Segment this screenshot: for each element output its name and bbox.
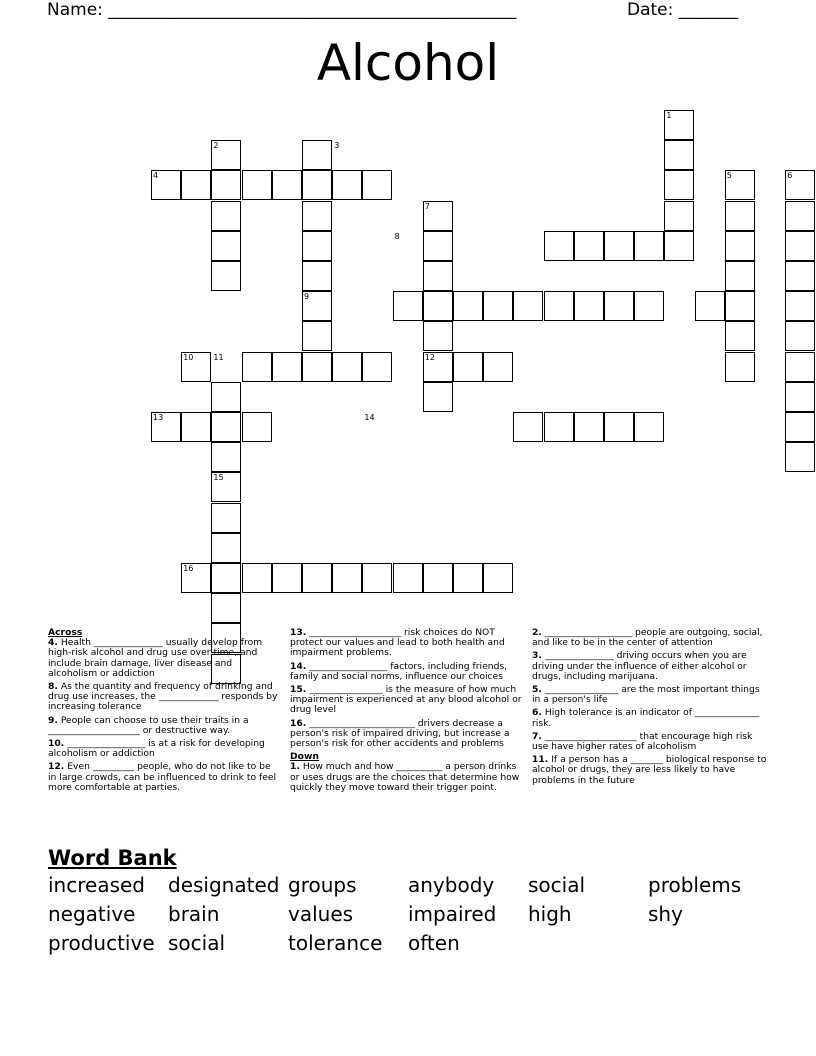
- clue-number: 6: [787, 171, 793, 181]
- clue-down-3: 3. _______________ driving occurs when you are driving under the influence of either alcohol or drugs, including marijuana.: [532, 650, 747, 682]
- word-bank-item: impaired: [408, 902, 497, 926]
- grid-cell[interactable]: [785, 412, 815, 442]
- grid-cell[interactable]: [453, 563, 483, 593]
- grid-cell[interactable]: [362, 170, 392, 200]
- grid-cell[interactable]: [242, 170, 272, 200]
- clue-number: 2: [213, 141, 219, 151]
- clue-number: 7: [424, 201, 430, 211]
- grid-cell[interactable]: [423, 261, 453, 291]
- grid-cell[interactable]: [544, 412, 574, 442]
- date-field[interactable]: Date: _______: [627, 0, 739, 20]
- grid-cell[interactable]: [423, 291, 453, 321]
- grid-cell[interactable]: [211, 261, 241, 291]
- clue-number: 15: [213, 473, 224, 483]
- grid-cell[interactable]: [211, 593, 241, 623]
- grid-cell[interactable]: [574, 231, 604, 261]
- grid-cell[interactable]: [181, 170, 211, 200]
- grid-cell[interactable]: [544, 231, 574, 261]
- grid-cell[interactable]: [695, 291, 725, 321]
- grid-cell[interactable]: [272, 563, 302, 593]
- grid-cell[interactable]: [664, 140, 694, 170]
- grid-cell[interactable]: [211, 563, 241, 593]
- grid-cell[interactable]: [211, 382, 241, 412]
- word-bank-item: brain: [168, 902, 220, 926]
- word-bank-item: designated: [168, 873, 280, 897]
- grid-cell[interactable]: [302, 321, 332, 351]
- clue-down-5: 5. ________________ are the most important things in a person's life: [532, 684, 760, 706]
- grid-cell[interactable]: [393, 291, 423, 321]
- clue-across-15: 15. ________________ is the measure of how much impairment is experienced at any blood alcohol or drug level: [290, 684, 522, 716]
- grid-cell[interactable]: [211, 170, 241, 200]
- grid-cell[interactable]: [423, 563, 453, 593]
- grid-cell[interactable]: [513, 291, 543, 321]
- clue-across-4: 4. Health _______________ usually develop from high-risk alcohol and drug use over time, and include brain damage, liver disease and alcoholism or addiction: [48, 637, 263, 679]
- clue-number: 4: [153, 171, 159, 181]
- across-header: Across: [48, 627, 83, 638]
- word-bank-item: social: [168, 931, 226, 955]
- word-bank-item: groups: [288, 873, 357, 897]
- grid-cell[interactable]: [211, 503, 241, 533]
- grid-cell[interactable]: [332, 170, 362, 200]
- clue-across-16: 16. _______________________ drivers decrease a person's risk of impaired driving, but increase a person's risk for other accidents and problems: [290, 717, 510, 750]
- clue-number: 10: [183, 352, 194, 362]
- grid-cell[interactable]: [242, 352, 272, 382]
- grid-cell[interactable]: [302, 140, 332, 170]
- clue-down-2: 2. ___________________ people are outgoing, social, and like to be in the center of attention: [532, 627, 763, 649]
- clue-down-11: 11. If a person has a _______ biological response to alcohol or drugs, they are less likely to have problems in the future: [532, 754, 767, 786]
- grid-cell[interactable]: [181, 412, 211, 442]
- grid-cell[interactable]: [664, 201, 694, 231]
- clue-down-7: 7. ____________________ that encourage high risk use have higher rates of alcoholism: [532, 730, 753, 753]
- grid-cell[interactable]: [423, 321, 453, 351]
- word-bank-title: Word Bank: [48, 846, 177, 870]
- clues-column-2: [290, 628, 522, 796]
- word-bank-item: social: [528, 873, 586, 897]
- grid-cell[interactable]: [423, 231, 453, 261]
- clues-column-1: [48, 628, 280, 796]
- grid-cell[interactable]: [211, 231, 241, 261]
- down-header: Down: [290, 751, 319, 763]
- grid-cell[interactable]: [785, 231, 815, 261]
- grid-cell[interactable]: [302, 170, 332, 200]
- clue-number: 11: [213, 352, 224, 362]
- grid-cell[interactable]: [211, 533, 241, 563]
- grid-cell[interactable]: [785, 291, 815, 321]
- grid-cell[interactable]: [725, 261, 755, 291]
- grid-cell[interactable]: [785, 442, 815, 472]
- grid-cell[interactable]: [483, 291, 513, 321]
- grid-cell[interactable]: [302, 352, 332, 382]
- clue-number: 14: [364, 413, 375, 422]
- grid-cell[interactable]: [664, 170, 694, 200]
- grid-cell[interactable]: [604, 412, 634, 442]
- grid-cell[interactable]: [302, 231, 332, 261]
- clue-across-12: 12. Even _________ people, who do not like to be in large crowds, can be influenced to drink to feel more comfortable at parties.: [48, 761, 277, 793]
- grid-cell[interactable]: [725, 352, 755, 382]
- grid-cell[interactable]: [211, 412, 241, 442]
- grid-cell[interactable]: [725, 321, 755, 351]
- grid-cell[interactable]: [302, 563, 332, 593]
- word-bank-item: high: [528, 902, 572, 926]
- grid-cell[interactable]: [362, 352, 392, 382]
- clue-number: 13: [153, 413, 164, 422]
- grid-cell[interactable]: [423, 382, 453, 412]
- clue-number: 1: [666, 111, 672, 120]
- grid-cell[interactable]: [574, 412, 604, 442]
- grid-cell[interactable]: [604, 291, 634, 321]
- grid-cell[interactable]: [453, 291, 483, 321]
- word-bank-item: problems: [648, 873, 742, 897]
- grid-cell[interactable]: [513, 412, 543, 442]
- grid-cell[interactable]: [272, 352, 302, 382]
- clue-across-14: 14. _________________ factors, including friends, family and social norms, influence our choices: [290, 660, 508, 682]
- grid-cell[interactable]: [725, 201, 755, 231]
- clue-down-1: 1. How much and how __________ a person drinks or uses drugs are the choices that determine how quickly they move toward their trigger point.: [290, 761, 520, 793]
- grid-cell[interactable]: [634, 412, 664, 442]
- name-field[interactable]: Name: ________________________________________________: [47, 0, 517, 20]
- grid-cell[interactable]: [604, 231, 634, 261]
- grid-cell[interactable]: [393, 563, 423, 593]
- word-bank-item: values: [288, 902, 354, 926]
- clue-number: 3: [334, 141, 340, 151]
- word-bank-item: increased: [48, 873, 145, 897]
- grid-cell[interactable]: [785, 352, 815, 382]
- word-bank-item: productive: [48, 931, 155, 955]
- word-bank-item: negative: [48, 902, 136, 926]
- grid-cell[interactable]: [785, 201, 815, 231]
- grid-cell[interactable]: [785, 382, 815, 412]
- grid-cell[interactable]: [302, 261, 332, 291]
- clue-down-6: 6. High tolerance is an indicator of ______________ risk.: [532, 707, 760, 729]
- clue-across-9: 9. People can choose to use their traits in a ____________________ or destructive way.: [48, 714, 249, 736]
- grid-cell[interactable]: [272, 170, 302, 200]
- grid-cell[interactable]: [302, 201, 332, 231]
- clue-number: 12: [424, 352, 435, 362]
- grid-cell[interactable]: [785, 321, 815, 351]
- clue-across-10: 10. _________________ is at a risk for developing alcoholism or addiction: [48, 738, 265, 760]
- grid-cell[interactable]: [664, 231, 694, 261]
- grid-cell[interactable]: [785, 261, 815, 291]
- grid-cell[interactable]: [725, 291, 755, 321]
- grid-cell[interactable]: [332, 352, 362, 382]
- grid-cell[interactable]: [634, 231, 664, 261]
- word-bank: [48, 872, 788, 956]
- grid-cell[interactable]: [211, 201, 241, 231]
- grid-cell[interactable]: [483, 563, 513, 593]
- grid-cell[interactable]: [483, 352, 513, 382]
- grid-cell[interactable]: [574, 291, 604, 321]
- clue-number: 9: [304, 292, 310, 302]
- clues-column-3: [532, 628, 768, 789]
- grid-cell[interactable]: [362, 563, 392, 593]
- word-bank-item: often: [408, 931, 460, 955]
- grid-cell[interactable]: [725, 231, 755, 261]
- clue-across-13: 13. ____________________ risk choices do NOT protect our values and lead to both health and impairment problems.: [290, 627, 505, 659]
- clue-number: 8: [394, 231, 400, 241]
- grid-cell[interactable]: [211, 442, 241, 472]
- clue-across-8: 8. As the quantity and frequency of drinking and drug use increases, the _____________ responds by increasing tolerance: [48, 681, 278, 713]
- clue-number: 5: [726, 171, 732, 181]
- grid-cell[interactable]: [242, 412, 272, 442]
- word-bank-item: anybody: [408, 873, 495, 897]
- grid-cell[interactable]: [453, 352, 483, 382]
- grid-cell[interactable]: [332, 563, 362, 593]
- word-bank-item: shy: [648, 902, 683, 926]
- page-title: Alcohol: [316, 34, 500, 92]
- word-bank-item: tolerance: [288, 931, 383, 955]
- grid-cell[interactable]: [544, 291, 574, 321]
- grid-cell[interactable]: [242, 563, 272, 593]
- grid-cell[interactable]: [634, 291, 664, 321]
- clue-number: 16: [183, 564, 194, 573]
